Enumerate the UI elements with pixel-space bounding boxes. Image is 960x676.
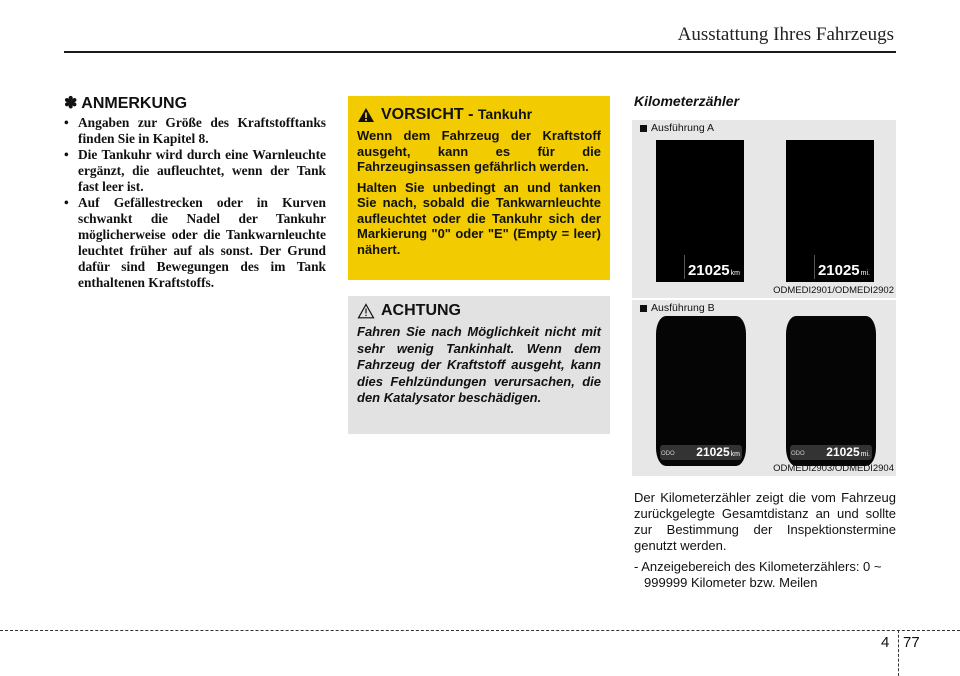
figure-code: ODMEDI2901/ODMEDI2902: [773, 285, 894, 296]
odometer-title: Kilometerzähler: [634, 93, 740, 109]
warning-paragraph: Wenn dem Fahrzeug der Kraftstoff ausgeht, kann es für die Fahrzeuginsassen gefährlich werden.: [357, 128, 601, 174]
chapter-number: 4: [881, 634, 890, 651]
warning-box: [348, 96, 610, 280]
warning-subtitle: Tankuhr: [477, 106, 533, 122]
footer-divider: [0, 630, 960, 631]
odometer-readout: 21025km: [696, 445, 740, 459]
warning-triangle-icon: [357, 107, 375, 123]
note-list: [64, 115, 326, 291]
figure-label: [640, 302, 715, 314]
warning-header: [357, 106, 601, 124]
header-divider: [64, 51, 896, 53]
page-number: 77: [903, 634, 920, 651]
caution-header: [357, 302, 601, 320]
note-item: • Die Tankuhr wird durch eine Warnleuchte ergänzt, die aufleuchtet, wenn der Tank fast leer ist.: [64, 147, 326, 195]
odo-tag: ODO: [661, 451, 675, 457]
caution-title: ACHTUNG: [381, 302, 461, 319]
odometer-readout: 21025mi.: [817, 262, 870, 279]
figure-variant-a: [632, 120, 896, 298]
odometer-display-mi: [786, 140, 874, 282]
odometer-readout: 21025mi.: [826, 445, 870, 459]
figure-label-text: Ausführung B: [651, 302, 715, 314]
odometer-description: [634, 490, 896, 596]
note-item: • Auf Gefällestrecken oder in Kurven schwankt die Nadel der Tankuhr möglicherweise oder die Tankwarnleuchte leuchtet früher auf als sonst. Der Grund dafür sind Bewegungen des im Tank enthaltenen Kraftstoffs.: [64, 195, 326, 291]
note-item: • Angaben zur Größe des Kraftstofftanks finden Sie in Kapitel 8.: [64, 115, 326, 147]
warning-paragraph: Halten Sie unbedingt an und tanken Sie nach, sobald die Tankwarnleuchte aufleuchtet oder die Tankuhr sich der Markierung "0" oder "E" (Empty = leer) nähert.: [357, 179, 601, 257]
figure-variant-b: [632, 300, 896, 476]
caution-triangle-icon: [357, 303, 375, 319]
odometer-display-km: [656, 316, 746, 466]
page-number-separator: [898, 630, 899, 676]
square-bullet-icon: [640, 305, 647, 312]
body-paragraph: Der Kilometerzähler zeigt die vom Fahrzeug zurückgelegte Gesamtdistanz an und sollte zur Bestimmung der Inspektionstermine genutzt werden.: [634, 490, 896, 553]
odometer-display-mi: [786, 316, 876, 466]
display-divider: [814, 255, 815, 279]
odometer-display-km: [656, 140, 744, 282]
note-title: ✽ ANMERKUNG: [64, 95, 188, 112]
range-paragraph: - Anzeigebereich des Kilometerzählers: 0 ~ 999999 Kilometer bzw. Meilen: [634, 559, 882, 590]
figure-label: [640, 122, 714, 134]
caution-text: Fahren Sie nach Möglichkeit nicht mit sehr wenig Tankinhalt. Wenn dem Fahrzeug der Kraftstoff ausgeht, kann dies Fehlzündungen verursachen, die den Katalysator beschädigen.: [357, 324, 601, 405]
figure-label-text: Ausführung A: [651, 122, 715, 134]
figure-code: ODMEDI2903/ODMEDI2904: [773, 463, 894, 474]
page-header-title: Ausstattung Ihres Fahrzeugs: [677, 24, 894, 45]
odo-tag: ODO: [791, 451, 805, 457]
display-divider: [684, 255, 685, 279]
warning-title: VORSICHT -: [381, 106, 478, 123]
caution-box: [348, 296, 610, 434]
square-bullet-icon: [640, 125, 647, 132]
note-section: [64, 93, 326, 291]
odometer-readout: 21025km: [687, 262, 740, 279]
